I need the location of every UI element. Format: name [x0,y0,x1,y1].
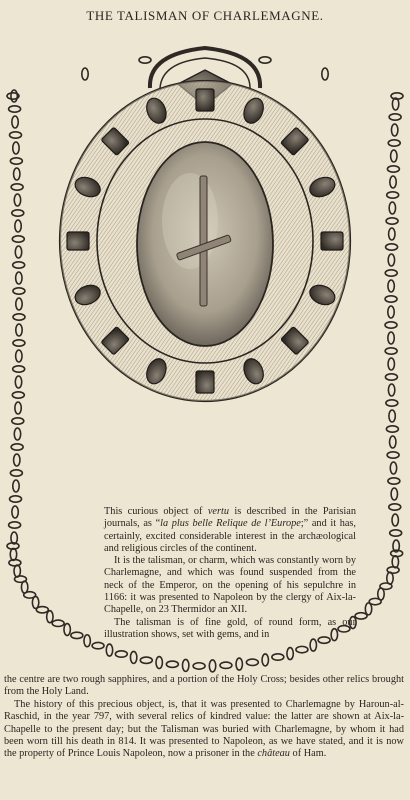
chain-link [32,596,38,608]
chain-link [193,663,205,669]
chain-link [92,642,104,648]
chain-link [71,632,83,638]
chain-link [392,556,398,568]
chain-link [130,651,136,663]
chain-link [14,428,20,440]
chain-link [388,140,400,146]
chain-link [390,462,396,474]
chain-link [12,236,24,242]
chain-link [390,436,396,448]
chain-link [10,496,22,502]
chain-link [9,106,21,112]
chain-link [12,210,24,216]
chain-link [16,324,22,336]
chain-link [12,418,24,424]
article-paragraph-2: The history of this precious object, is, that it was presented to Charlemagne by Haroun-al-Raschid, in the year 797, with several relics of kindred value: the latter are shown at Aix-la-Chapelle to the present day; but the Talisman was buried with Charlemagne, by whom it had been worn till his death in 814. It was presented to Napoleon, as we have stated, and it is now the property of Prince Louis Napoleon, now a prisoner in the château of Ham. [4,698,404,760]
chain-link [390,530,402,536]
chain-link [387,567,399,573]
chain-link [9,522,21,528]
chain-link [246,659,258,665]
chain-link [355,613,367,619]
chain-link [166,661,178,667]
chain-link [13,340,25,346]
chain-link [15,402,21,414]
chain-link [182,659,188,671]
chain-link [389,202,395,214]
chain-link [272,654,284,660]
chain-link [387,166,399,172]
chain-link [389,410,395,422]
chain-link [11,444,23,450]
article-paragraph-1: the centre are two rough sapphires, and a portion of the Holy Cross; besides other relics brought from the Holy Land. [4,674,404,698]
chain-link [10,158,22,164]
chain-link [365,603,371,615]
chain-link [13,142,19,154]
chain-link [115,651,127,657]
chain-link [386,218,398,224]
chain-link [389,228,395,240]
chain-link [13,262,25,268]
chain-link [296,646,308,652]
pendant [60,48,350,401]
chain-link [15,246,21,258]
chain-link [386,244,398,250]
chain-link [388,306,394,318]
chain-link [52,620,64,626]
chain-link [385,296,397,302]
chain-link [14,194,20,206]
chain-link [388,358,394,370]
chain-link [385,348,397,354]
chain-link [11,184,23,190]
chain-link [15,220,21,232]
chain-link [139,57,151,63]
chain-link [36,607,48,613]
article-body [4,674,404,761]
chain-link [287,648,293,660]
chain-link [391,124,397,136]
chain-link [387,452,399,458]
chain-link [10,470,22,476]
chain-link [12,506,18,518]
chain-link [12,392,24,398]
chain-link [10,548,16,560]
chain-link [259,57,271,63]
chain-link [262,654,268,666]
ring-gem [67,232,89,250]
chain-link [387,192,399,198]
chain-link [388,254,394,266]
chain-link [140,657,152,663]
caption-paragraph-2: It is the talisman, or charm, which was constantly worn by Charlemagne, and which was found suspended from the neck of the Emperor, on the opening of his sepulchre in 1166: it was presented to Napoleon by the clergy of Aix-la-Chapelle, on 23 Thermidor an XII. [104,555,356,616]
ring-gem [321,232,343,250]
chain-link [106,644,112,656]
chain-link [386,426,398,432]
chain-link [12,116,18,128]
chain-link [390,176,396,188]
chain-link [236,658,242,670]
chain-link [16,350,22,362]
chain-link [11,90,17,102]
chain-link [391,150,397,162]
chain-link [15,376,21,388]
chain-link [47,611,53,623]
chain-link [13,480,19,492]
chain-link [385,270,397,276]
ring-gem [196,89,214,111]
chain-link [385,322,397,328]
chain-link [16,272,22,284]
caption-paragraph-1: This curious object of vertu is described in the Parisian journals, as “la plus belle Relique de l’Europe;” and it has, certainly, excited considerable interest in the archæological and religious circles of the continent. [104,506,356,554]
chain-link [388,332,394,344]
ring-gem [196,371,214,393]
chain-link [322,68,328,80]
chain-link [14,454,20,466]
chain-link [388,384,394,396]
chain-link [389,504,401,510]
chain-link [64,624,70,636]
chain-link [385,374,397,380]
chain-link [391,488,397,500]
chain-link [13,288,25,294]
page-title: THE TALISMAN OF CHARLEMAGNE. [86,8,324,23]
chain-link [14,168,20,180]
chain-link [220,662,232,668]
chain-link [388,478,400,484]
chain-link [389,114,401,120]
chain-link [392,514,398,526]
chain-link [386,400,398,406]
chain-link [388,280,394,292]
chain-link [82,68,88,80]
caption-paragraph-3: The talisman is of fine gold, of round form, as our illustration shows, set with gems, and in [104,616,356,640]
chain-link [209,660,215,672]
chain-link [84,635,90,647]
chain-link [10,132,22,138]
chain-link [156,657,162,669]
chain-link [16,298,22,310]
caption-column [104,506,356,641]
chain-link [13,366,25,372]
chain-link [13,314,25,320]
